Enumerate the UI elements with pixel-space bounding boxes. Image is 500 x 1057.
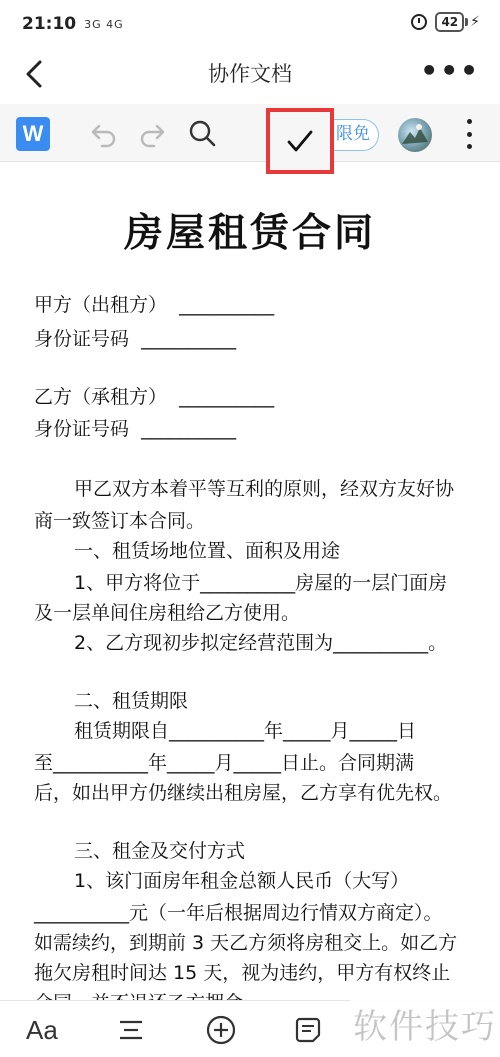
doc-line: 后，如出甲方仍继续出租房屋，乙方享有优先权。 [34,782,453,804]
battery-level: 42 [435,12,464,32]
editor-toolbar [0,104,500,162]
alarm-icon [411,14,427,30]
doc-line: 1、该门面房年租金总额人民币（大写） [74,870,410,892]
doc-line: 身份证号码 __________ [34,418,237,440]
doc-line: 乙方（承租方） __________ [34,386,275,408]
doc-line: 三、租金及交付方式 [74,840,246,862]
doc-line: 及一层单间住房租给乙方使用。 [34,602,301,624]
plus-circle-icon [205,1014,237,1046]
insert-button[interactable] [203,1013,239,1047]
redo-button[interactable] [136,117,168,149]
nav-bar [0,48,500,104]
signal-icon: 3G 4G [84,17,124,31]
limited-free-badge[interactable]: 限免 [330,119,379,151]
doc-line: 二、租赁期限 [74,690,189,712]
status-bar [0,0,500,48]
font-format-button[interactable]: Aa [26,1014,58,1045]
comment-doc-icon [294,1015,324,1045]
doc-line: 如需续约，到期前 3 天乙方须将房租交上。如乙方 [34,932,458,954]
wps-logo-icon[interactable]: W [16,117,50,151]
document-title: 房屋租赁合同 [123,211,376,256]
dot-icon [467,119,472,124]
status-time: 21:10 [22,14,77,34]
doc-line: 商一致签订本合同。 [34,510,206,532]
doc-line: 甲乙双方本着平等互利的原则，经双方友好协 [74,478,455,500]
doc-line: 甲方（出租方） __________ [34,294,275,316]
toolbar-more-button[interactable] [466,119,472,149]
doc-line: 1、甲方将位于__________房屋的一层门面房 [74,572,448,594]
comment-button[interactable] [292,1013,326,1047]
undo-icon [89,118,119,148]
charging-icon: ⚡ [470,14,480,30]
check-icon [283,124,317,158]
avatar-image-icon [398,118,432,152]
doc-line: 至__________年_____月_____日止。合同期满 [34,752,415,774]
doc-line: 身份证号码 __________ [34,328,237,350]
watermark-text: 软件技巧 [350,1000,500,1057]
doc-line: 租赁期限自__________年_____月_____日 [74,720,417,742]
page-title: 协作文档 [208,62,292,86]
search-button[interactable] [186,117,218,149]
search-icon [187,118,217,148]
status-right [411,12,480,32]
doc-line: 一、租赁场地位置、面积及用途 [74,540,341,562]
battery-icon [435,12,480,32]
battery-tip [465,18,468,26]
paragraph-format-button[interactable] [114,1013,148,1047]
avatar[interactable] [398,118,432,152]
doc-line: __________元（一年后根据周边行情双方商定）。 [34,902,443,924]
undo-button[interactable] [88,117,120,149]
align-lines-icon [116,1015,146,1045]
redo-icon [137,118,167,148]
document-body[interactable] [0,162,500,1000]
doc-line: 拖欠房租时间达 15 天，视为违约，甲方有权终止 [34,962,451,984]
dot-icon [467,144,472,149]
doc-line: 2、乙方现初步拟定经营范围为__________。 [74,632,448,654]
dot-icon [467,132,472,137]
more-options-button[interactable]: ••• [420,54,480,87]
